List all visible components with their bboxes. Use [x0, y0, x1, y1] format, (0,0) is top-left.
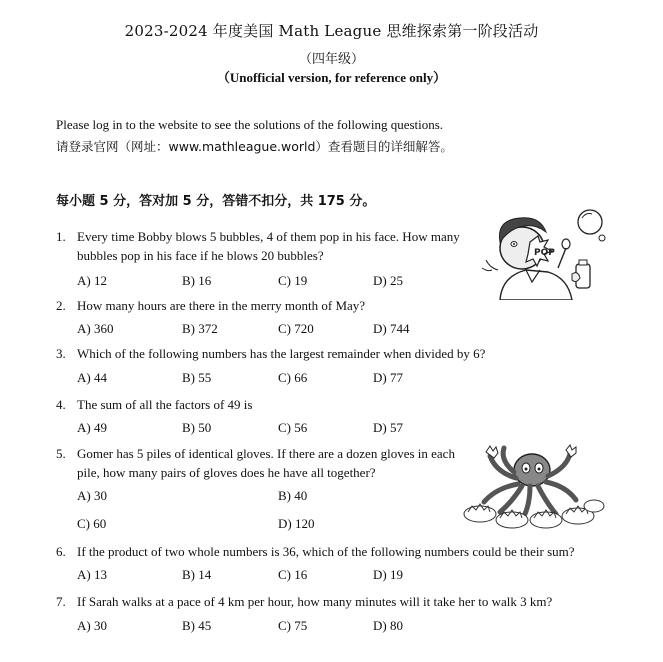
- choice-b: B) 50: [182, 420, 212, 435]
- question-number: 5.: [56, 446, 66, 461]
- choice-c: C) 16: [278, 567, 308, 582]
- choice-d: D) 77: [373, 370, 403, 385]
- choice-c: C) 56: [278, 420, 308, 435]
- intro-line-english: Please log in to the website to see the solutions of the following questions.: [56, 117, 444, 132]
- choice-b: B) 40: [278, 488, 308, 503]
- grade-label: （四年级）: [298, 52, 364, 67]
- octopus-gloves-illustration: [460, 444, 606, 530]
- choice-c: C) 66: [278, 370, 308, 385]
- choice-a: A) 13: [77, 567, 107, 582]
- choice-b: B) 14: [182, 567, 212, 582]
- choice-d: D) 744: [373, 321, 410, 336]
- question-number: 1.: [56, 229, 66, 244]
- choice-a: A) 30: [77, 618, 107, 633]
- choice-c: C) 60: [77, 516, 107, 531]
- choice-a: A) 12: [77, 273, 107, 288]
- question-number: 2.: [56, 298, 66, 313]
- question-text-line: Every time Bobby blows 5 bubbles, 4 of them pop in his face. How many: [77, 229, 460, 244]
- choice-a: A) 30: [77, 488, 107, 503]
- choice-c: C) 720: [278, 321, 314, 336]
- choice-d: D) 25: [373, 273, 403, 288]
- question-number: 7.: [56, 594, 66, 609]
- choice-d: D) 57: [373, 420, 403, 435]
- question-text-line: If the product of two whole numbers is 36, which of the following numbers could be their sum?: [77, 544, 575, 559]
- question-number: 6.: [56, 544, 66, 559]
- choice-b: B) 16: [182, 273, 212, 288]
- question-number: 3.: [56, 346, 66, 361]
- choice-a: A) 44: [77, 370, 107, 385]
- question-text-line: Which of the following numbers has the largest remainder when divided by 6?: [77, 346, 486, 361]
- choice-d: D) 80: [373, 618, 403, 633]
- pop-label: POP: [534, 248, 555, 258]
- choice-b: B) 45: [182, 618, 212, 633]
- bubble-boy-illustration: [478, 208, 610, 300]
- choice-a: A) 360: [77, 321, 114, 336]
- choice-c: C) 19: [278, 273, 308, 288]
- choice-d: D) 120: [278, 516, 315, 531]
- question-text-line: The sum of all the factors of 49 is: [77, 397, 253, 412]
- intro-line-chinese: 请登录官网（网址：www.mathleague.world）查看题目的详细解答。: [56, 139, 453, 154]
- choice-b: B) 372: [182, 321, 218, 336]
- page-title: 2023-2024 年度美国 Math League 思维探索第一阶段活动: [124, 22, 539, 40]
- question-text-line: If Sarah walks at a pace of 4 km per hour, how many minutes will it take her to walk 3 km?: [77, 594, 553, 609]
- question-text-line: Gomer has 5 piles of identical gloves. If there are a dozen gloves in each: [77, 446, 455, 461]
- question-text-line: How many hours are there in the merry month of May?: [77, 298, 366, 313]
- question-text-line: pile, how many pairs of gloves does he have all together?: [77, 465, 376, 480]
- choice-b: B) 55: [182, 370, 212, 385]
- question-number: 4.: [56, 397, 66, 412]
- choice-a: A) 49: [77, 420, 107, 435]
- scoring-rule: 每小题 5 分，答对加 5 分，答错不扣分，共 175 分。: [56, 194, 376, 209]
- question-text-line: bubbles pop in his face if he blows 20 bubbles?: [77, 248, 324, 263]
- choice-c: C) 75: [278, 618, 308, 633]
- unofficial-note: （Unofficial version, for reference only）: [216, 70, 447, 85]
- choice-d: D) 19: [373, 567, 403, 582]
